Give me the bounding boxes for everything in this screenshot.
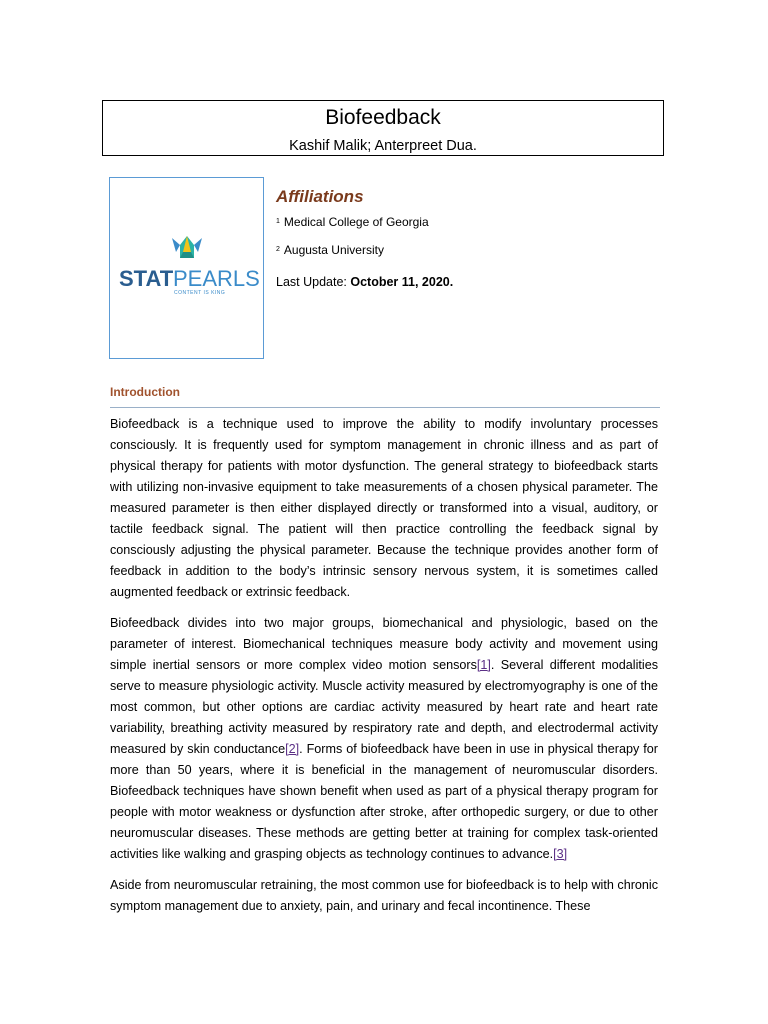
introduction-heading: Introduction [110,385,180,399]
reference-link-2[interactable]: [2] [285,742,300,756]
reference-link-1[interactable]: [1] [476,658,491,672]
affiliations-section [276,186,656,290]
logo-brand-right: PEARLS [173,266,260,291]
authors-line: Kashif Malik; Anterpreet Dua. [289,138,477,154]
last-update [276,274,656,290]
affiliation-item [276,214,656,230]
paragraph-2-text-a: Biofeedback divides into two major groups, biomechanical and physiologic, based on the parameter of interest. Biomechanical techniques measure body activity and movement using simple inertial sensors or more complex video motion sensors [110,616,658,672]
logo-tagline: CONTENT IS KING [174,290,226,296]
paragraph-1: Biofeedback is a technique used to improve the ability to modify involuntary processes consciously. It is frequently used for symptom management in chronic illness and as part of physical therapy for patients with motor dysfunction. The general strategy to biofeedback starts with utilizing non-invasive equipment to take measurements of a chosen physical parameter. The measured parameter is then either displayed directly or transformed into a visual, auditory, or tactile feedback signal. The patient will then practice controlling the feedback signal by consciously adjusting the physical parameter. Because the technique provides another form of feedback in addition to the body’s intrinsic sensory nervous system, it is sometimes called augmented feedback or extrinsic feedback. [110,417,658,599]
last-update-label: Last Update: [276,275,347,289]
paragraph-3: Aside from neuromuscular retraining, the most common use for biofeedback is to help with chronic symptom management due to anxiety, pain, and urinary and fecal incontinence. These [110,878,658,913]
paragraph-2-text-c: . Forms of biofeedback have been in use in physical therapy for more than 50 years, where it is beneficial in the management of neuromuscular disorders. Biofeedback techniques have shown benefit when used as part of a physical therapy program for people with motor weakness or dysfunction after stroke, after orthopedic surgery, or due to other neuromuscular diseases. These methods are getting better at training for complex task-oriented activities like walking and grasping objects as technology continues to advance. [110,742,658,861]
introduction-body [110,414,658,927]
title-box [102,100,664,156]
affiliation-text: Augusta University [283,243,384,257]
paragraph-2 [110,613,658,865]
affiliation-number: 2 [276,246,280,253]
logo-brand-left: STAT [119,266,174,291]
section-divider [110,407,660,408]
affiliations-heading: Affiliations [276,187,364,206]
last-update-date: October 11, 2020. [350,275,454,289]
document-title: Biofeedback [325,106,441,129]
paragraph-2-text-b: . Several different modalities serve to measure physiologic activity. Muscle activity measured by electromyography is one of the most common, but other options are cardiac activity measured by heart rate and heart rate variability, breathing activity measured by respiratory rate and depth, and electrodermal activity measured by skin conductance [110,658,658,756]
statpearls-logo-box [109,177,264,359]
statpearls-logo [110,178,265,360]
affiliation-text: Medical College of Georgia [283,215,429,229]
reference-link-3[interactable]: [3] [553,847,568,861]
affiliation-number: 1 [276,218,280,225]
crown-icon [172,236,202,258]
affiliation-item [276,242,656,258]
